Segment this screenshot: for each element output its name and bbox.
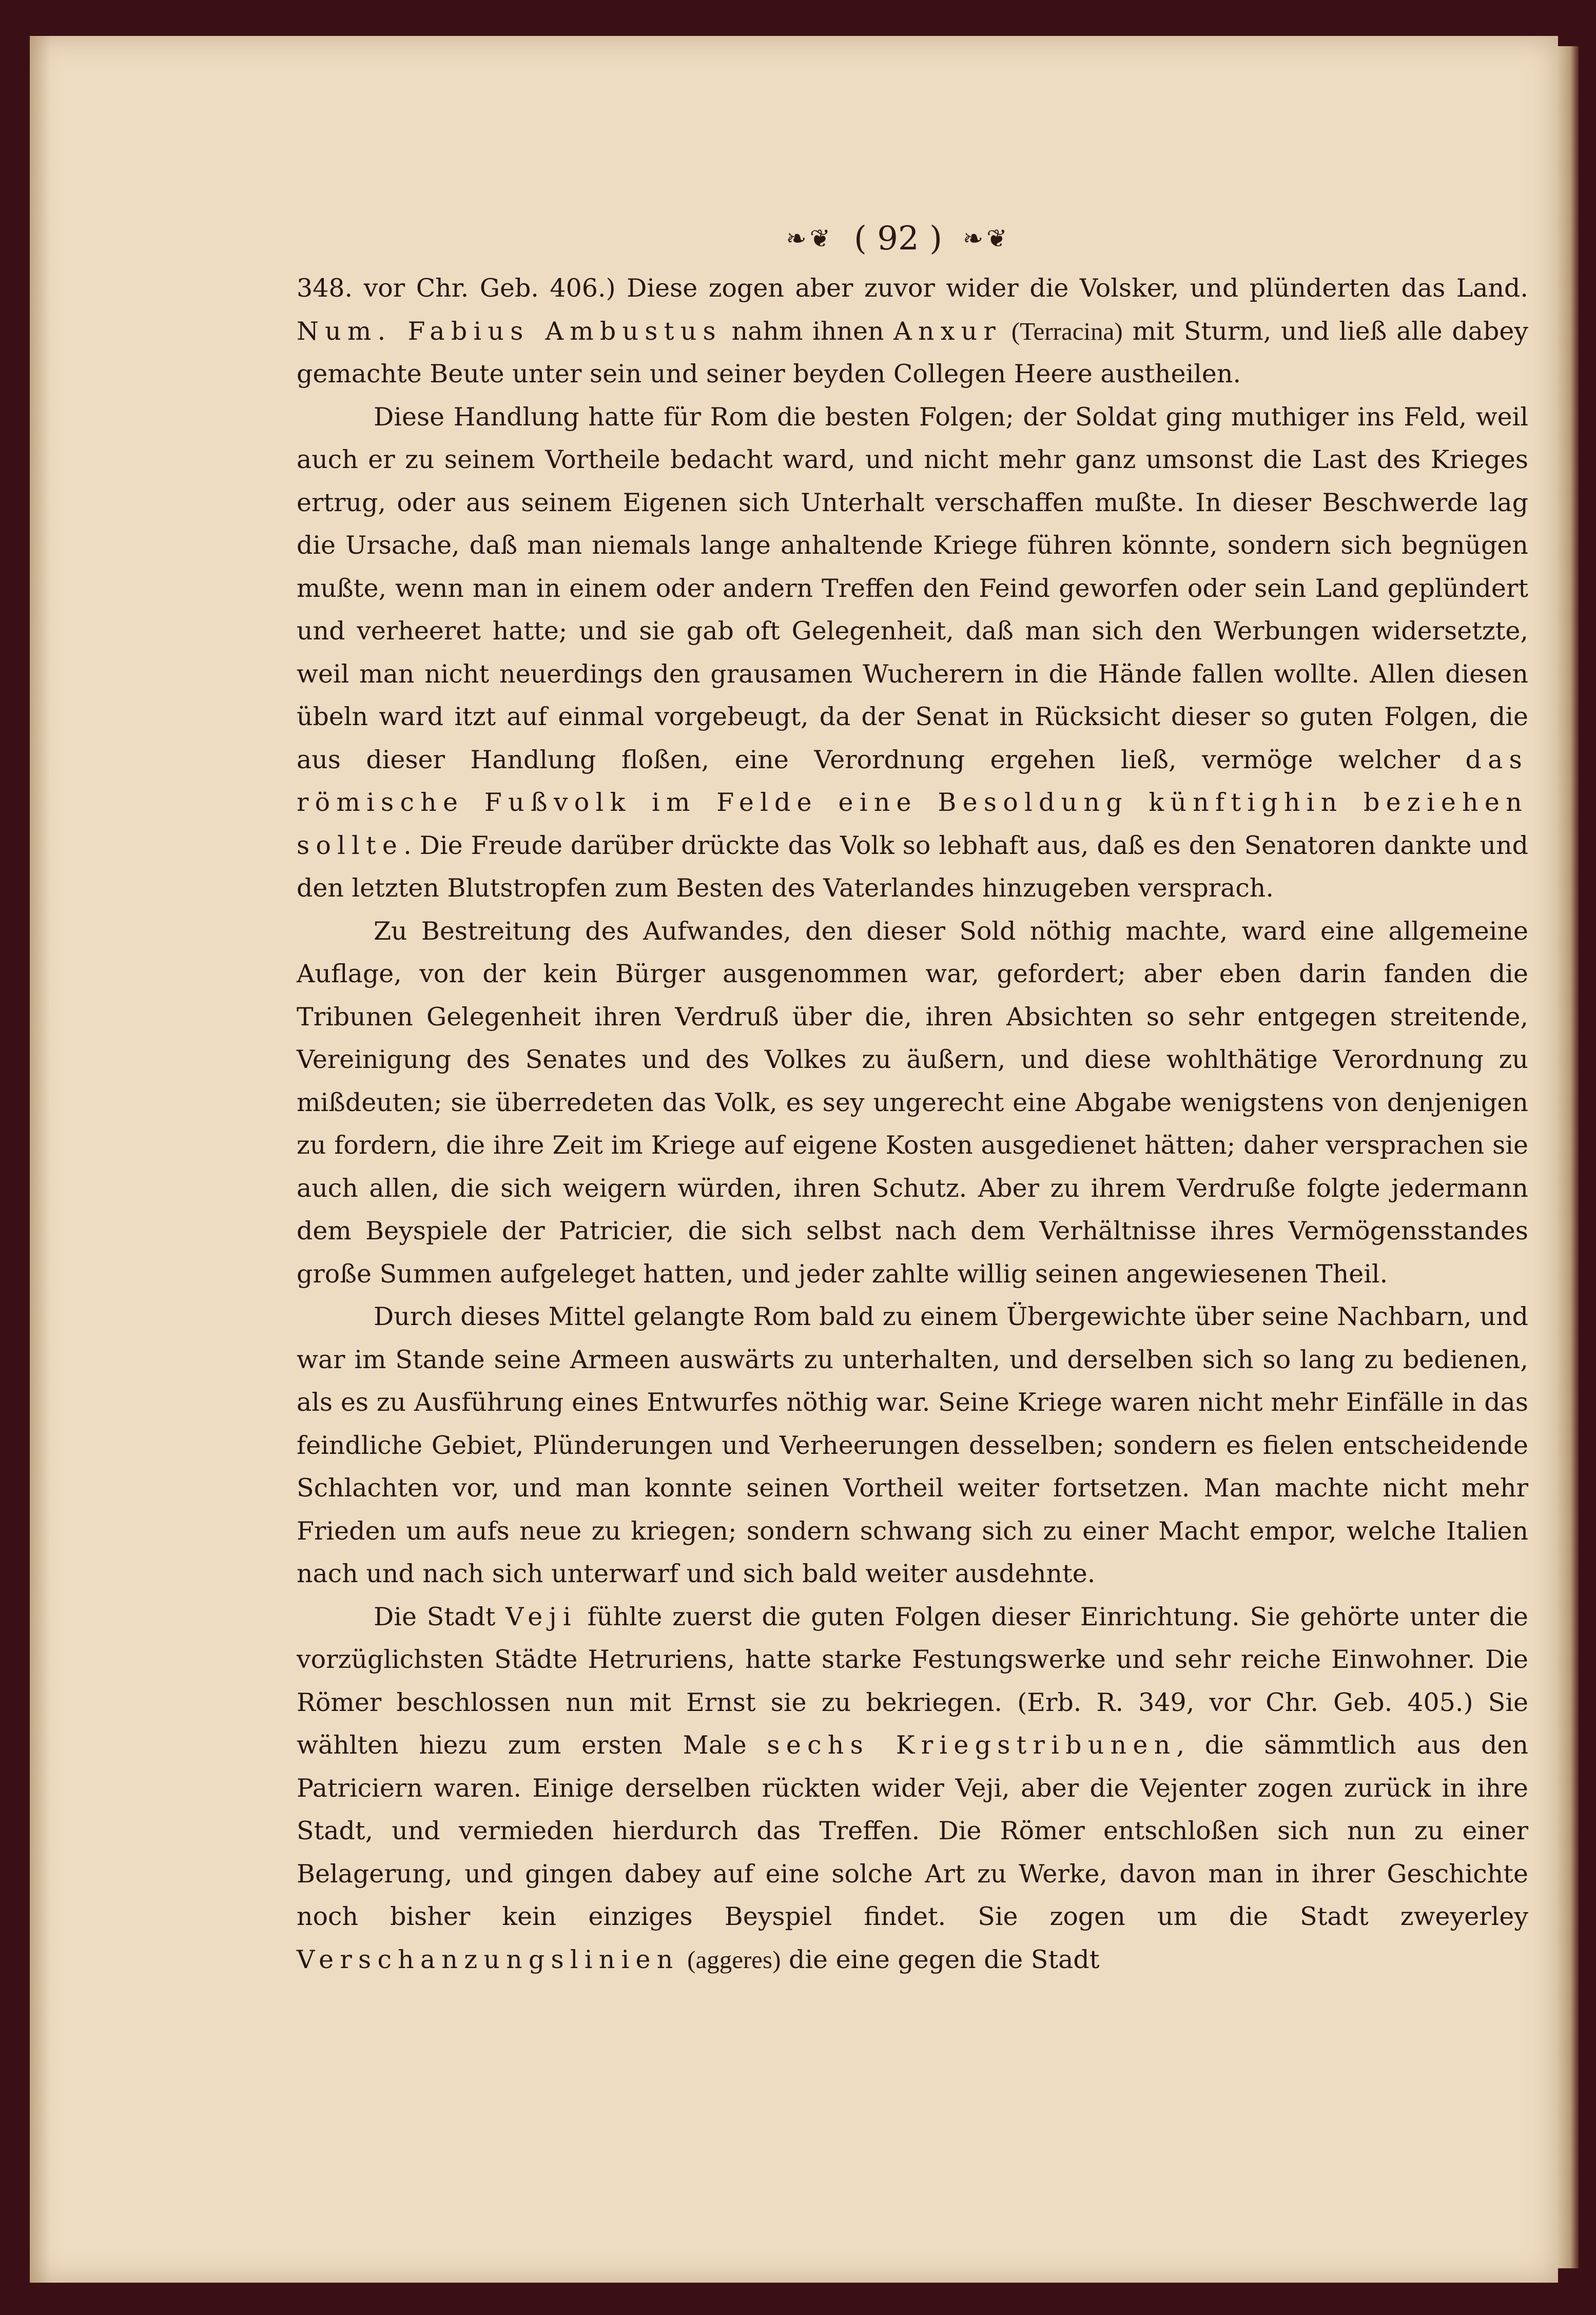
text-run: 348. vor Chr. Geb. 406.) Diese zogen aber zuvor wider die Volsker, und plünderten das Land.: [297, 274, 1528, 303]
paragraph-2: [297, 396, 1528, 910]
text-run: Diese Handlung hatte für Rom die besten Folgen; der Soldat ging muthiger ins Feld, weil auch er zu seinem Vortheile bedacht ward, und nicht mehr ganz umsonst die Last des Krieges ertrug, oder aus seinem Eigenen sich Unterhalt verschaffen mußte. In dieser Beschwerde lag die Ursache, daß man niemals lange anhaltende Kriege führen könnte, sondern sich begnügen mußte, wenn man in einem oder andern Treffen den Feind geworfen oder sein Land geplündert und verheeret hatte; und sie gab oft Gelegenheit, daß man sich den Werbungen widersetzte, weil man nicht neuerdings den grausamen Wucherern in die Hände fallen wollte. Allen diesen übeln ward itzt auf einmal vorgebeugt, da der Senat in Rücksicht dieser so guten Folgen, die aus dieser Handlung floßen, eine Verordnung ergehen ließ, vermöge welcher: [297, 402, 1528, 774]
gutter-shadow: [30, 36, 50, 2283]
text-run: fühlte zuerst die guten Folgen dieser Einrichtung. Sie gehörte unter die vorzüglichsten Städte Hetruriens, hatte starke Festungswerke und sehr reiche Einwohner. Die Römer beschlossen nun mit Ernst sie zu bekriegen. (Erb. R. 349, vor Chr. Geb. 405.) Sie wählten hiezu zum ersten Male: [297, 1602, 1529, 1760]
page-header: [718, 216, 1078, 262]
text-run: mit Sturm, und ließ alle dabey gemachte Beute unter sein und seiner beyden Collegen Heere austheilen.: [297, 316, 1528, 388]
body-text: [297, 267, 1528, 1981]
text-run: [679, 1945, 688, 1974]
ornament-right-icon: ❧❦: [963, 224, 1010, 253]
paragraph-4: [297, 1295, 1528, 1596]
text-run: . Die Freude darüber drückte das Volk so lebhaft aus, daß es den Senatoren dankte und den letzten Blutstropfen zum Besten des Vaterlandes hinzugeben versprach.: [297, 830, 1528, 903]
latin-term: (Terracina): [1011, 317, 1123, 345]
text-run: Die Stadt: [374, 1602, 506, 1631]
page-number: ( 92 ): [853, 220, 943, 258]
emphasized-tribunes: sechs Kriegstribunen: [767, 1730, 1177, 1760]
ornament-left-icon: ❧❦: [786, 224, 833, 253]
text-run: Durch dieses Mittel gelangte Rom bald zu einem Übergewichte über seine Nachbarn, und war im Stande seine Armeen auswärts zu unterhalten, und derselben sich so lang zu bedienen, als es zu Ausführung eines Entwurfes nöthig war. Seine Kriege waren nicht mehr Einfälle in das feindliche Gebiet, Plünderungen und Verheerungen desselben; sondern es fielen entscheidende Schlachten vor, und man konnte seinen Vortheil weiter fortsetzen. Man machte nicht mehr Frieden um aufs neue zu kriegen; sondern schwang sich zu einer Macht empor, welche Italien nach und nach sich unterwarf und sich bald weiter ausdehnte.: [297, 1302, 1528, 1588]
text-run: [1002, 317, 1011, 346]
emphasized-name: Num. Fabius Ambustus: [297, 316, 722, 346]
text-run: Zu Bestreitung des Aufwandes, den dieser Sold nöthig machte, ward eine allgemeine Auflage, von der kein Bürger ausgenommen war, gefordert; aber eben darin fanden die Tribunen Gelegenheit ihren Verdruß über die, ihren Absichten so sehr entgegen streitende, Vereinigung des Senates und des Volkes zu äußern, und diese wohlthätige Verordnung zu mißdeuten; sie überredeten das Volk, es sey ungerecht eine Abgabe wenigstens von denjenigen zu fordern, die ihre Zeit im Kriege auf eigene Kosten ausgedienet hätten; daher versprachen sie auch allen, die sich weigern würden, ihren Schutz. Aber zu ihrem Verdruße folgte jedermann dem Beyspiele der Patricier, die sich selbst nach dem Verhältnisse ihres Vermögensstandes große Summen aufgeleget hatten, und jeder zahlte willig seinen angewiesenen Theil.: [297, 916, 1528, 1289]
text-run: nahm ihnen: [722, 316, 894, 346]
emphasized-place: Anxur: [893, 316, 1002, 346]
latin-term: (aggeres): [687, 1945, 781, 1974]
paragraph-3: [297, 910, 1528, 1296]
text-run: , die sämmtlich aus den Patriciern waren. Einige derselben rückten wider Veji, aber die Vejenter zogen zurück in ihre Stadt, und vermieden hierdurch das Treffen. Die Römer entschloßen sich nun zu einer Belagerung, und gingen dabey auf eine solche Art zu Werke, davon man in ihrer Geschichte noch bisher kein einziges Beyspiel findet. Sie zogen um die Stadt zweyerley: [297, 1730, 1529, 1931]
emphasized-lines: Verschanzungslinien: [297, 1944, 679, 1974]
emphasized-city: Veji: [505, 1602, 577, 1631]
emphasized-decree: das römische Fußvolk im Felde eine Besoldung künftighin beziehen sollte: [297, 745, 1528, 860]
text-run: die eine gegen die Stadt: [781, 1944, 1100, 1974]
paragraph-1: [297, 267, 1528, 396]
paragraph-5: [297, 1596, 1528, 1981]
page-edge: [1558, 46, 1579, 2268]
